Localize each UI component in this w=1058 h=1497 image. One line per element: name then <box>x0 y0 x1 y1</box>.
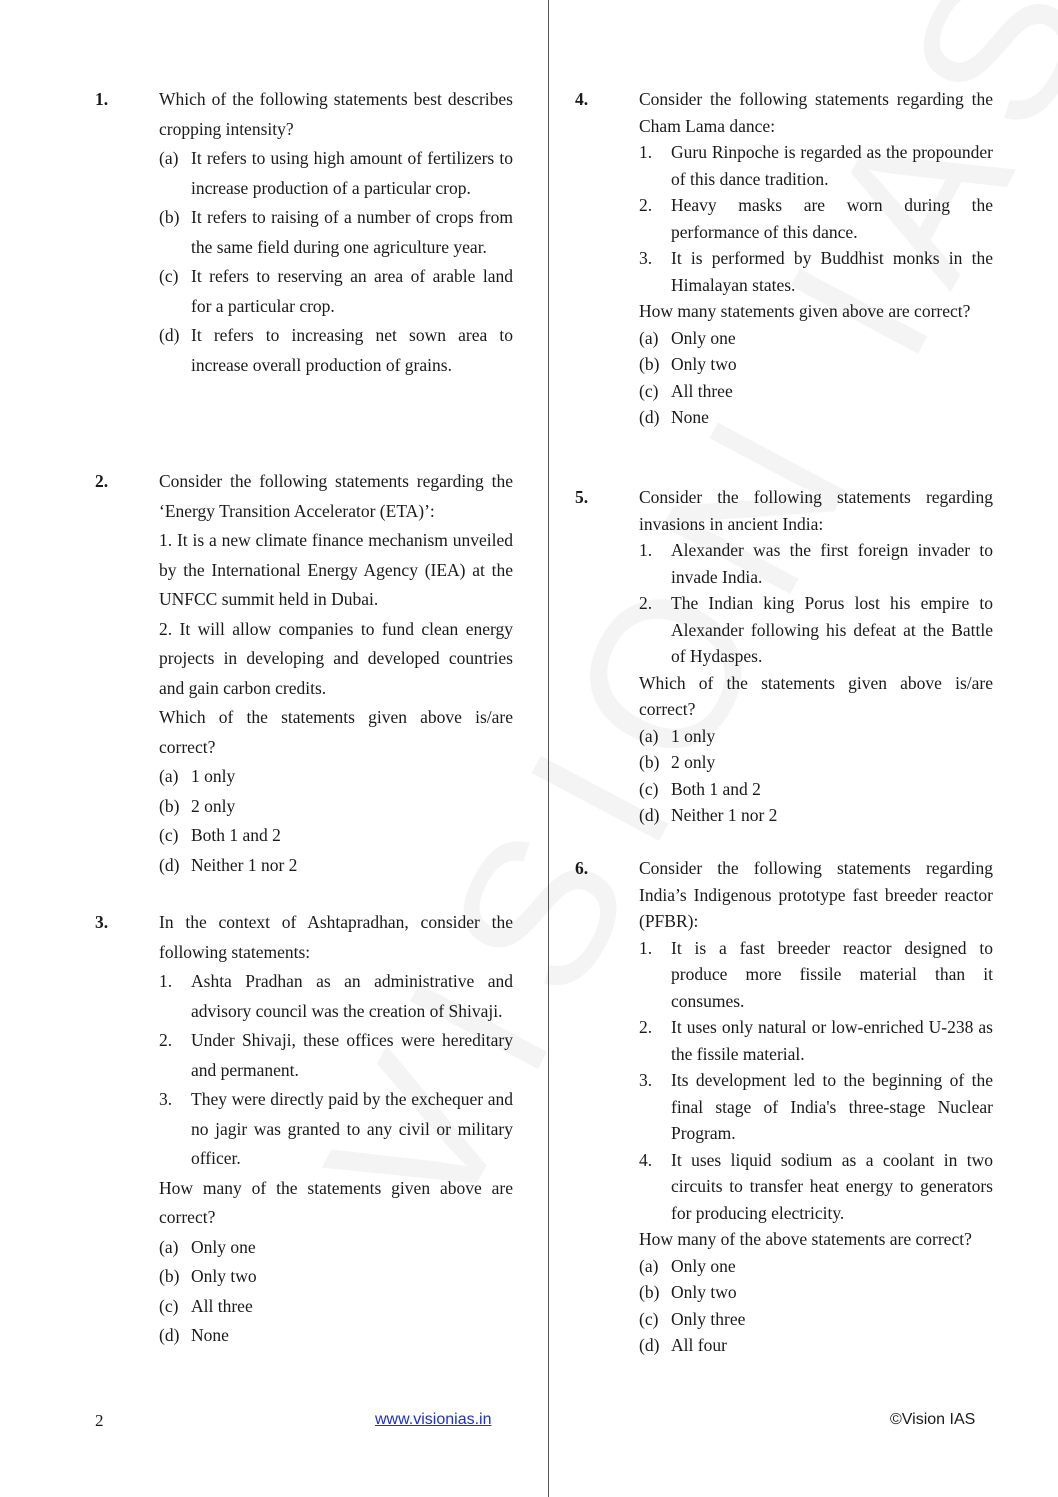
statement-3: 3. They were directly paid by the exchequer and no jagir was granted to any civil or military officer. <box>159 1089 513 1168</box>
option-a: (a) It refers to using high amount of fertilizers to increase production of a particular crop. <box>159 148 513 198</box>
option-d: (d) Neither 1 nor 2 <box>639 805 778 825</box>
option-c: (c) Both 1 and 2 <box>159 825 281 845</box>
statement-3: 3. Its development led to the beginning of the final stage of India's three-stage Nuclear Program. <box>639 1070 993 1143</box>
option-a: (a) 1 only <box>639 725 716 746</box>
option-b: (b) Only two <box>639 354 737 374</box>
statement-1: 1. Ashta Pradhan as an administrative and advisory council was the creation of Shivaji. <box>159 971 513 1021</box>
statement-2: 2. Under Shivaji, these offices were hereditary and permanent. <box>159 1030 513 1080</box>
question-intro: Consider the following statements regarding invasions in ancient India: <box>639 487 993 534</box>
option-d: (d) Neither 1 nor 2 <box>159 854 298 875</box>
statement-2: 2. It uses only natural or low-enriched U-238 as the fissile material. <box>639 1017 993 1064</box>
question-intro: Consider the following statements regarding the Cham Lama dance: <box>639 89 993 136</box>
question-prompt: How many of the statements given above are correct? <box>159 1177 513 1227</box>
option-a: (a) 1 only <box>159 766 236 786</box>
copyright: ©Vision IAS <box>890 1411 976 1428</box>
option-b: (b) Only two <box>639 1282 737 1302</box>
option-d: (d) None <box>639 407 709 427</box>
question-number: 6. <box>575 858 589 878</box>
option-c: (c) Both 1 and 2 <box>639 778 761 799</box>
statement-2: 2. The Indian king Porus lost his empire to Alexander following his defeat at the Battle of Hydaspes. <box>639 593 993 666</box>
question-intro: In the context of Ashtapradhan, consider the following statements: <box>159 912 513 962</box>
question-number: 2. <box>95 471 109 491</box>
question-prompt: How many statements given above are correct? <box>639 301 971 321</box>
question-prompt: How many of the above statements are correct? <box>639 1229 972 1249</box>
statement-3: 3. It is performed by Buddhist monks in the Himalayan states. <box>639 248 993 295</box>
statement-4: 4. It uses liquid sodium as a coolant in two circuits to transfer heat energy to generators for producing electricity. <box>639 1149 993 1223</box>
website-link[interactable]: www.visionias.in <box>375 1411 492 1428</box>
question-text: Which of the following statements best describes cropping intensity? <box>159 89 513 139</box>
option-d: (d) None <box>159 1325 229 1345</box>
question-prompt: Which of the statements given above is/are correct? <box>159 707 513 757</box>
statement-1: 1. It is a fast breeder reactor designed to produce more fissile material than it consumes. <box>639 937 993 1011</box>
statement-1: 1. It is a new climate finance mechanism unveiled by the International Energy Agency (IEA) at the UNFCC summit held in Dubai. <box>159 530 513 609</box>
page-number: 2 <box>95 1411 104 1430</box>
option-c: (c) Only three <box>639 1308 746 1329</box>
option-a: (a) Only one <box>639 1255 736 1276</box>
option-b: (b) It refers to raising of a number of crops from the same field during one agriculture year. <box>159 207 513 257</box>
option-d: (d) All four <box>639 1335 727 1355</box>
question-number: 4. <box>575 89 589 109</box>
option-c: (c) All three <box>639 380 733 401</box>
option-a: (a) Only one <box>639 327 736 348</box>
question-number: 1. <box>95 89 109 109</box>
statement-1: 1. Alexander was the first foreign invader to invade India. <box>639 540 993 587</box>
question-number: 3. <box>95 912 109 932</box>
question-prompt: Which of the statements given above is/are correct? <box>639 672 993 719</box>
question-intro: Consider the following statements regarding India’s Indigenous prototype fast breeder reactor (PFBR): <box>639 858 993 931</box>
question-number: 5. <box>575 487 589 507</box>
question-intro: Consider the following statements regarding the ‘Energy Transition Accelerator (ETA)’: <box>159 471 513 521</box>
option-b: (b) 2 only <box>639 752 716 772</box>
statement-2: 2. It will allow companies to fund clean energy projects in developing and developed countries and gain carbon credits. <box>159 618 513 698</box>
option-c: (c) It refers to reserving an area of arable land for a particular crop. <box>159 266 513 316</box>
option-b: (b) Only two <box>159 1266 257 1286</box>
option-d: (d) It refers to increasing net sown area to increase overall production of grains. <box>159 325 513 375</box>
statement-2: 2. Heavy masks are worn during the performance of this dance. <box>639 195 993 242</box>
option-a: (a) Only one <box>159 1236 256 1257</box>
statement-1: 1. Guru Rinpoche is regarded as the propounder of this dance tradition. <box>639 142 993 189</box>
option-c: (c) All three <box>159 1295 253 1316</box>
column-divider <box>548 0 549 1497</box>
option-b: (b) 2 only <box>159 795 236 816</box>
